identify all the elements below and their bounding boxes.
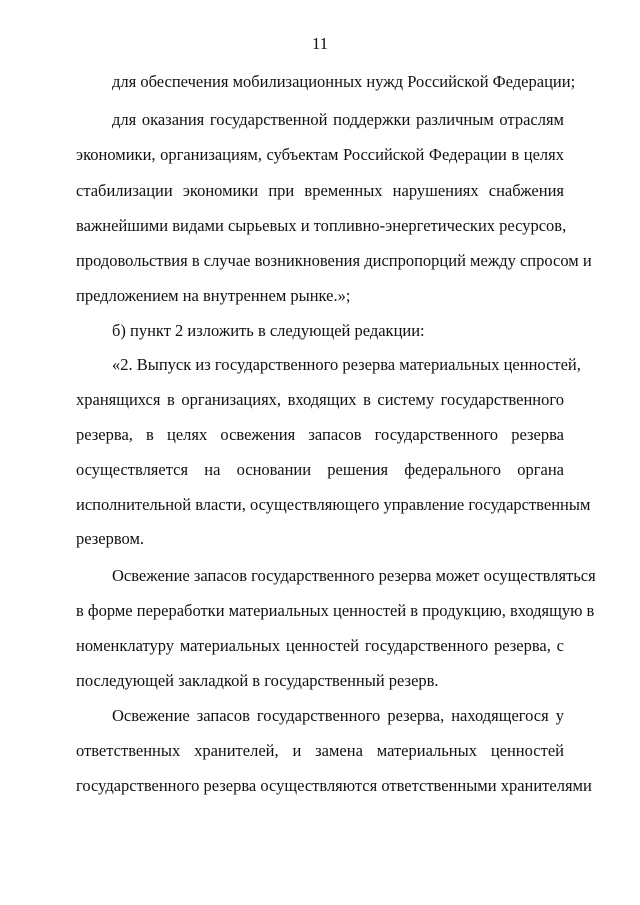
text-line: б) пункт 2 изложить в следующей редакции: (112, 321, 425, 340)
text-line: резервом. (76, 529, 145, 548)
text-line: экономики, организациям, субъектам Российской Федерации в целях (76, 145, 564, 164)
text-line: хранящихся в организациях, входящих в систему государственного (76, 390, 564, 409)
text-line: важнейшими видами сырьевых и топливно-энергетических ресурсов, (76, 216, 567, 235)
text-line: продовольствия в случае возникновения диспропорций между спросом и (76, 251, 592, 270)
text-line: ответственных хранителей, и замена материальных ценностей (76, 741, 564, 760)
text-line: для оказания государственной поддержки различным отраслям (112, 110, 564, 129)
text-line: резерва, в целях освежения запасов государственного резерва (76, 425, 564, 444)
text-line: «2. Выпуск из государственного резерва материальных ценностей, (112, 355, 581, 374)
text-line: Освежение запасов государственного резерва, находящегося у (112, 706, 564, 725)
text-line: номенклатуру материальных ценностей государственного резерва, с (76, 636, 564, 655)
text-line: Освежение запасов государственного резерва может осуществляться (112, 566, 596, 585)
text-line: предложением на внутреннем рынке.»; (76, 286, 351, 305)
page-number: 11 (311, 34, 329, 53)
text-line: последующей закладкой в государственный резерв. (76, 671, 439, 690)
text-line: стабилизации экономики при временных нарушениях снабжения (76, 181, 564, 200)
text-line: осуществляется на основании решения федерального органа (76, 460, 564, 479)
text-line: государственного резерва осуществляются ответственными хранителями (76, 776, 592, 795)
text-line: исполнительной власти, осуществляющего управление государственным (76, 495, 591, 514)
text-line: в форме переработки материальных ценностей в продукцию, входящую в (76, 601, 595, 620)
text-line: для обеспечения мобилизационных нужд Российской Федерации; (112, 72, 576, 91)
